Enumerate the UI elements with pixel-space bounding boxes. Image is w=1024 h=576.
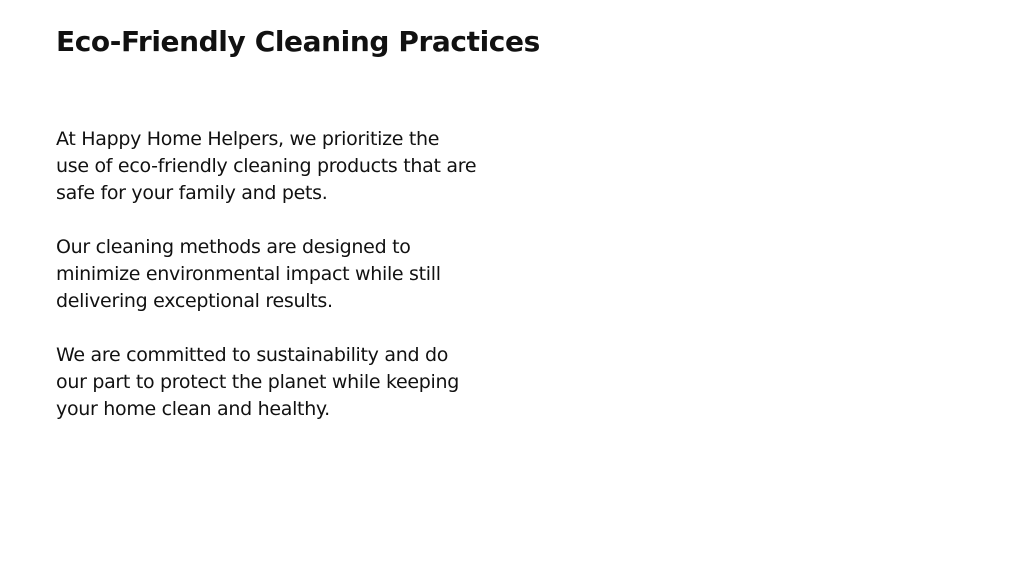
slide-body xyxy=(56,126,516,450)
paragraph-line: minimize environmental impact while still xyxy=(56,263,441,285)
paragraph-methods xyxy=(56,234,516,315)
paragraph-line: We are committed to sustainability and do xyxy=(56,344,449,366)
paragraph-products xyxy=(56,126,516,207)
slide-title: Eco-Friendly Cleaning Practices xyxy=(56,25,540,58)
paragraph-line: delivering exceptional results. xyxy=(56,290,333,312)
paragraph-line: your home clean and healthy. xyxy=(56,398,330,420)
paragraph-line: our part to protect the planet while keeping xyxy=(56,371,460,393)
paragraph-sustainability xyxy=(56,342,516,423)
paragraph-line: safe for your family and pets. xyxy=(56,182,328,204)
paragraph-line: use of eco-friendly cleaning products that are xyxy=(56,155,477,177)
paragraph-line: Our cleaning methods are designed to xyxy=(56,236,411,258)
paragraph-line: At Happy Home Helpers, we prioritize the xyxy=(56,128,440,150)
